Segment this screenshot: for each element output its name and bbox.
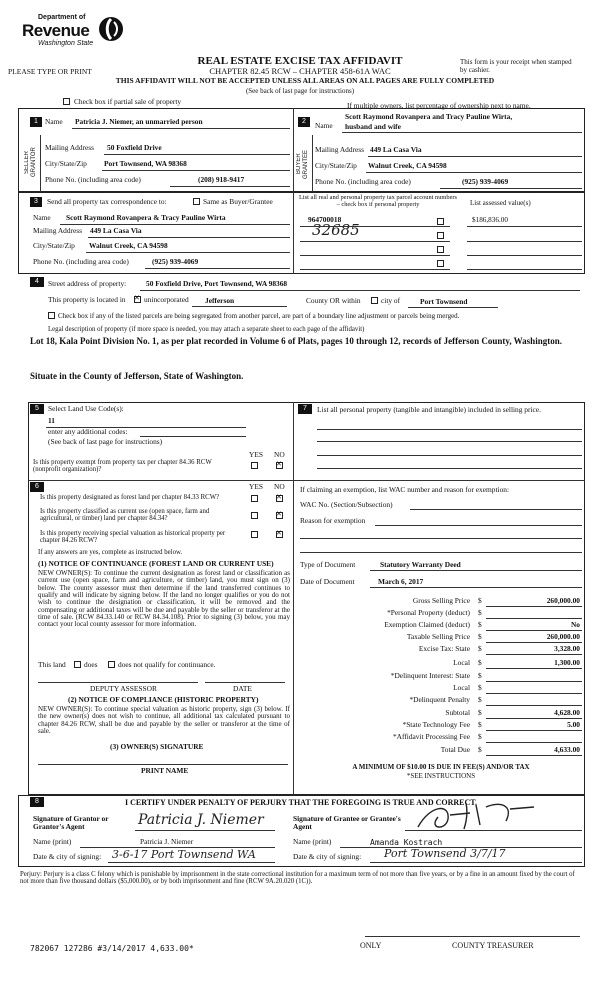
located-label: This property is located in xyxy=(48,295,126,304)
parcel-1[interactable]: 964700018 xyxy=(308,215,342,224)
land-use-no: NO xyxy=(274,450,285,459)
seller-name[interactable]: Patricia J. Niemer, an unmarried person xyxy=(75,117,203,126)
multiple-owners-note: If multiple owners, list percentage of ownership next to name. xyxy=(347,101,531,110)
dollar-sign: $ xyxy=(478,608,482,617)
buyer-mail-label: Mailing Address xyxy=(315,145,365,154)
logo-sub-text: Washington State xyxy=(38,40,94,47)
dollar-sign: $ xyxy=(478,658,482,667)
does-checkbox[interactable] xyxy=(74,661,81,668)
grantor-date[interactable]: 3-6-17 Port Townsend WA xyxy=(112,848,256,861)
corr-name[interactable]: Scott Raymond Rovanpera & Tracy Pauline Wirta xyxy=(66,213,226,222)
legal-description[interactable]: Lot 18, Kala Point Division No. 1, as per plat recorded in Volume 6 of Plats, pages 10 through 12, records of Jefferson County, Washington. xyxy=(30,336,562,346)
buyer-name-label: Name xyxy=(315,121,333,130)
deputy-date-label: DATE xyxy=(233,684,252,693)
current-use-question: Is this property classified as current use (open space, farm and agricultural, or timber) land per chapter 84.34? xyxy=(40,508,210,523)
same-as-buyer-label: Same as Buyer/Grantee xyxy=(203,197,273,206)
grantee-date-label: Date & city of signing: xyxy=(293,852,362,861)
historic-yes-checkbox[interactable] xyxy=(251,531,258,538)
grantor-name-label: Name (print) xyxy=(33,837,72,846)
buyer-phone[interactable]: (925) 939-4069 xyxy=(462,177,509,186)
section-7-badge: 7 xyxy=(298,404,312,414)
seller-name-label: Name xyxy=(45,117,63,126)
tax-row-label: Total Due xyxy=(440,745,470,754)
situate-line[interactable]: Situate in the County of Jefferson, State of Washington. xyxy=(30,371,244,381)
owner-signature-label: (3) OWNER(S) SIGNATURE xyxy=(110,742,204,751)
tax-row-value[interactable]: 4,628.00 xyxy=(554,708,580,717)
logo-emblem-icon xyxy=(98,16,124,42)
values-header: List assessed value(s) xyxy=(470,199,531,207)
grantee-sig-label-text: Signature of Grantee or Grantee's Agent xyxy=(293,814,401,831)
seller-mail-label: Mailing Address xyxy=(45,143,95,152)
street-address[interactable]: 50 Foxfield Drive, Port Townsend, WA 98368 xyxy=(146,279,288,288)
see-instructions: *SEE INSTRUCTIONS xyxy=(406,772,476,780)
grantee-name[interactable]: Amanda Kostrach xyxy=(370,838,443,847)
seller-city[interactable]: Port Townsend, WA 98368 xyxy=(104,159,187,168)
historic-no-checkbox[interactable] xyxy=(276,531,283,538)
section-2-badge: 2 xyxy=(298,117,310,127)
unincorporated-label: unincorporated xyxy=(144,295,189,304)
logo-main-text: Revenue xyxy=(22,21,90,40)
does-label: does xyxy=(84,660,98,669)
sec6-no: NO xyxy=(274,482,285,491)
parcel-3-personal-checkbox[interactable] xyxy=(437,246,444,253)
seller-phone-label: Phone No. (including area code) xyxy=(45,175,141,184)
logo-top-text: Department of xyxy=(38,14,86,21)
grantor-date-label: Date & city of signing: xyxy=(33,852,102,861)
exemption-label: If claiming an exemption, list WAC number and reason for exemption: xyxy=(300,485,510,494)
grantor-signature[interactable]: Patricia J. Niemer xyxy=(138,812,264,828)
see-back-note: (See back of last page for instructions) xyxy=(245,87,355,95)
value-1[interactable]: $186,836.00 xyxy=(472,216,508,224)
corr-name-label: Name xyxy=(33,213,51,222)
seller-phone[interactable]: (208) 918-9417 xyxy=(198,175,245,184)
county-or-within: County OR within xyxy=(306,296,361,305)
dollar-sign: $ xyxy=(478,732,482,741)
doc-type[interactable]: Statutory Warranty Deed xyxy=(380,560,461,569)
tax-row-label: Local xyxy=(453,683,470,692)
doc-type-label: Type of Document xyxy=(300,560,356,569)
section-1-badge: 1 xyxy=(30,117,42,127)
seller-city-label: City/State/Zip xyxy=(45,159,87,168)
buyer-side-label: BUYER GRANTEE xyxy=(296,149,309,179)
grantee-name-label: Name (print) xyxy=(293,837,332,846)
buyer-mail[interactable]: 449 La Casa Via xyxy=(370,145,422,154)
parcel-4-personal-checkbox[interactable] xyxy=(437,260,444,267)
grantor-sig-label-text: Signature of Grantor or Grantor's Agent xyxy=(33,814,109,831)
perjury-note xyxy=(20,871,585,885)
section-6-badge: 6 xyxy=(30,482,44,492)
print-name-label: PRINT NAME xyxy=(141,766,189,775)
please-type: PLEASE TYPE OR PRINT xyxy=(8,67,92,76)
parcels-header: List all real and personal property tax parcel account numbers – check box if personal property xyxy=(298,194,458,208)
tax-row-value[interactable]: 260,000.00 xyxy=(546,596,580,605)
grantee-sig-label xyxy=(293,815,403,831)
parcel-2-personal-checkbox[interactable] xyxy=(437,232,444,239)
notice2-title: (2) NOTICE OF COMPLIANCE (HISTORIC PROPERTY) xyxy=(68,695,259,704)
same-as-buyer-checkbox[interactable] xyxy=(193,198,200,205)
dollar-sign: $ xyxy=(478,695,482,704)
current-use-no-checkbox[interactable] xyxy=(276,512,283,519)
current-use-yes-checkbox[interactable] xyxy=(251,512,258,519)
grantee-signature[interactable] xyxy=(410,795,540,835)
corr-city[interactable]: Walnut Creek, CA 94598 xyxy=(89,241,168,250)
tax-row-value[interactable]: 260,000.00 xyxy=(546,632,580,641)
unincorporated-checkbox[interactable] xyxy=(134,296,141,303)
tax-row-label: Excise Tax: State xyxy=(418,644,470,653)
receipt-stamp: 782067 127286 #3/14/2017 4,633.00* xyxy=(30,944,194,953)
partial-sale-checkbox[interactable] xyxy=(63,98,70,105)
tax-row-label: Taxable Selling Price xyxy=(406,632,470,641)
city-of-checkbox[interactable] xyxy=(371,297,378,304)
tax-row-value[interactable]: 1,300.00 xyxy=(554,658,580,667)
city-value[interactable]: Port Townsend xyxy=(420,297,468,306)
corr-mail[interactable]: 449 La Casa Via xyxy=(90,226,142,235)
notice2-body: NEW OWNER(S): To continue special valuation as historic property, sign (3) below. If the new owner(s) does not wish to continue, all additional tax calculated pursuant to chapter 84.26 RCW, shall be due and payable by the seller or transferor at the time of sale. xyxy=(38,705,290,736)
form-subtitle: CHAPTER 82.45 RCW – CHAPTER 458-61A WAC xyxy=(209,66,391,76)
deputy-assessor-label: DEPUTY ASSESSOR xyxy=(90,684,157,693)
doc-date-label: Date of Document xyxy=(300,577,355,586)
dollar-sign: $ xyxy=(478,720,482,729)
land-use-see-back: (See back of last page for instructions) xyxy=(48,437,163,446)
receipt-note: This form is your receipt when stamped by cashier. xyxy=(460,58,572,75)
land-use-yes: YES xyxy=(249,450,263,459)
seller-mail[interactable]: 50 Foxfield Drive xyxy=(107,143,162,152)
city-of-label: city of xyxy=(381,296,401,305)
notice1-title: (1) NOTICE OF CONTINUANCE (FOREST LAND OR CURRENT USE) xyxy=(38,559,274,568)
exempt-yes-checkbox[interactable] xyxy=(251,462,258,469)
section-4-badge: 4 xyxy=(30,277,44,287)
segregated-note: Check box if any of the listed parcels are being segregated from another parcel, are part of a boundary line adjustment or parcels being merged. xyxy=(58,312,460,320)
additional-codes-label: enter any additional codes: xyxy=(48,427,128,436)
partial-sale-label: Check box if partial sale of property xyxy=(74,97,182,106)
parcel-1-personal-checkbox[interactable] xyxy=(437,218,444,225)
sec6-yes: YES xyxy=(249,482,263,491)
notice1-body: NEW OWNER(S): To continue the current designation as forest land or classification as current use (open space, farm and agriculture, or timber) land, you must sign on (3) below. The county assessor must then determine if the land transferred continues to qualify and will indicate by signing below. If the land no longer qualifies or you do not wish to continue the designation or classification, it will be removed and the compensating or additional taxes will be due and payable by the seller or transferor at the time of sale. (RCW 84.33.140 or RCW 84.34.108). Prior to signing (3) below, you may contact your local county assessor for more information. xyxy=(38,569,290,629)
reason-label: Reason for exemption xyxy=(300,516,366,525)
seller-side-label: SELLER GRANTOR xyxy=(24,147,37,177)
county-treasurer-label: COUNTY TREASURER xyxy=(452,941,534,950)
corr-city-label: City/State/Zip xyxy=(33,241,75,250)
tax-row-label: *Personal Property (deduct) xyxy=(387,608,470,617)
tax-row-label: *Delinquent Penalty xyxy=(409,695,470,704)
does-not-checkbox[interactable] xyxy=(108,661,115,668)
land-use-code[interactable]: 11 xyxy=(48,416,55,425)
section-8-badge: 8 xyxy=(30,797,44,807)
certify-statement: I CERTIFY UNDER PENALTY OF PERJURY THAT THE FOREGOING IS TRUE AND CORRECT. xyxy=(125,798,478,807)
dollar-sign: $ xyxy=(478,671,482,680)
dollar-sign: $ xyxy=(478,683,482,692)
section-3-badge: 3 xyxy=(30,197,42,207)
dor-logo xyxy=(18,14,128,54)
minimum-note: A MINIMUM OF $10.00 IS DUE IN FEE(S) AND/OR TAX xyxy=(352,763,530,771)
corr-phone[interactable]: (925) 939-4069 xyxy=(152,257,199,266)
exempt-no-checkbox[interactable] xyxy=(276,462,283,469)
dollar-sign: $ xyxy=(478,745,482,754)
grantee-date[interactable]: Port Townsend 3/7/17 xyxy=(384,847,506,860)
dollar-sign: $ xyxy=(478,644,482,653)
land-use-label: Select Land Use Code(s): xyxy=(48,404,124,413)
personal-property-label: List all personal property (tangible and intangible) included in selling price. xyxy=(317,405,541,414)
corr-mail-label: Mailing Address xyxy=(33,226,83,235)
tax-row-label: *State Technology Fee xyxy=(402,720,470,729)
tax-row-label: Exemption Claimed (deduct) xyxy=(384,620,470,629)
doc-date[interactable]: March 6, 2017 xyxy=(378,577,424,586)
dollar-sign: $ xyxy=(478,632,482,641)
tax-row-label: Gross Selling Price xyxy=(412,596,470,605)
buyer-city[interactable]: Walnut Creek, CA 94598 xyxy=(368,161,447,170)
form-warning: THIS AFFIDAVIT WILL NOT BE ACCEPTED UNLESS ALL AREAS ON ALL PAGES ARE FULLY COMPLETED xyxy=(115,76,495,85)
parcel-1-handwritten: 32685 xyxy=(312,221,360,239)
if-yes-note: If any answers are yes, complete as instructed below. xyxy=(38,549,183,556)
tax-row-value[interactable]: 3,328.00 xyxy=(554,644,580,653)
tax-row-label: Subtotal xyxy=(445,708,470,717)
buyer-city-label: City/State/Zip xyxy=(315,161,357,170)
buyer-name-line2[interactable]: husband and wife xyxy=(345,122,401,131)
buyer-name-line1[interactable]: Scott Raymond Rovanpera and Tracy Pauline Wirta, xyxy=(345,112,513,121)
only-label: ONLY xyxy=(360,941,382,950)
buyer-phone-label: Phone No. (including area code) xyxy=(315,177,411,186)
grantor-sig-label xyxy=(33,815,133,831)
perjury-note-text: Perjury: Perjury is a class C felony which is punishable by imprisonment in the state correctional institution for a maximum term of not more than five years, or by a fine in an amount fixed by the court of not more than five thousand dollars ($5,000.00), or by both imprisonment and fine (RCW 9A.20.020 (1C)). xyxy=(20,871,575,886)
forest-question: Is this property designated as forest land per chapter 84.33 RCW? xyxy=(40,494,220,501)
street-label: Street address of property: xyxy=(48,279,127,288)
tax-row-label: Local xyxy=(453,658,470,667)
tax-row-value[interactable]: No xyxy=(570,620,580,629)
dollar-sign: $ xyxy=(478,596,482,605)
form-title: REAL ESTATE EXCISE TAX AFFIDAVIT xyxy=(197,55,403,67)
dollar-sign: $ xyxy=(478,708,482,717)
tax-row-value[interactable]: 4,633.00 xyxy=(554,745,580,754)
legal-label: Legal description of property (if more space is needed, you may attach a separate sheet to each page of the affidavit) xyxy=(48,326,365,333)
correspondence-label: Send all property tax correspondence to: xyxy=(47,197,167,206)
grantor-name[interactable]: Patricia J. Niemer xyxy=(140,837,194,846)
tax-row-label: *Delinquent Interest: State xyxy=(390,671,470,680)
this-land-label: This land xyxy=(38,660,66,669)
exempt-question: Is this property exempt from property tax per chapter 84.36 RCW (nonprofit organization)? xyxy=(33,459,212,474)
forest-yes-checkbox[interactable] xyxy=(251,495,258,502)
tax-row-label: *Affidavit Processing Fee xyxy=(392,732,470,741)
county-value[interactable]: Jefferson xyxy=(205,296,235,305)
segregated-checkbox[interactable] xyxy=(48,312,55,319)
forest-no-checkbox[interactable] xyxy=(276,495,283,502)
corr-phone-label: Phone No. (including area code) xyxy=(33,257,129,266)
does-not-label: does not qualify for continuance. xyxy=(118,660,216,669)
tax-row-value[interactable]: 5.00 xyxy=(567,720,580,729)
dollar-sign: $ xyxy=(478,620,482,629)
section-5-badge: 5 xyxy=(30,404,44,414)
wac-label: WAC No. (Section/Subsection) xyxy=(300,500,393,509)
historic-question: Is this property receiving special valuation as historical property per chapter 84.26 RCW? xyxy=(40,530,226,545)
